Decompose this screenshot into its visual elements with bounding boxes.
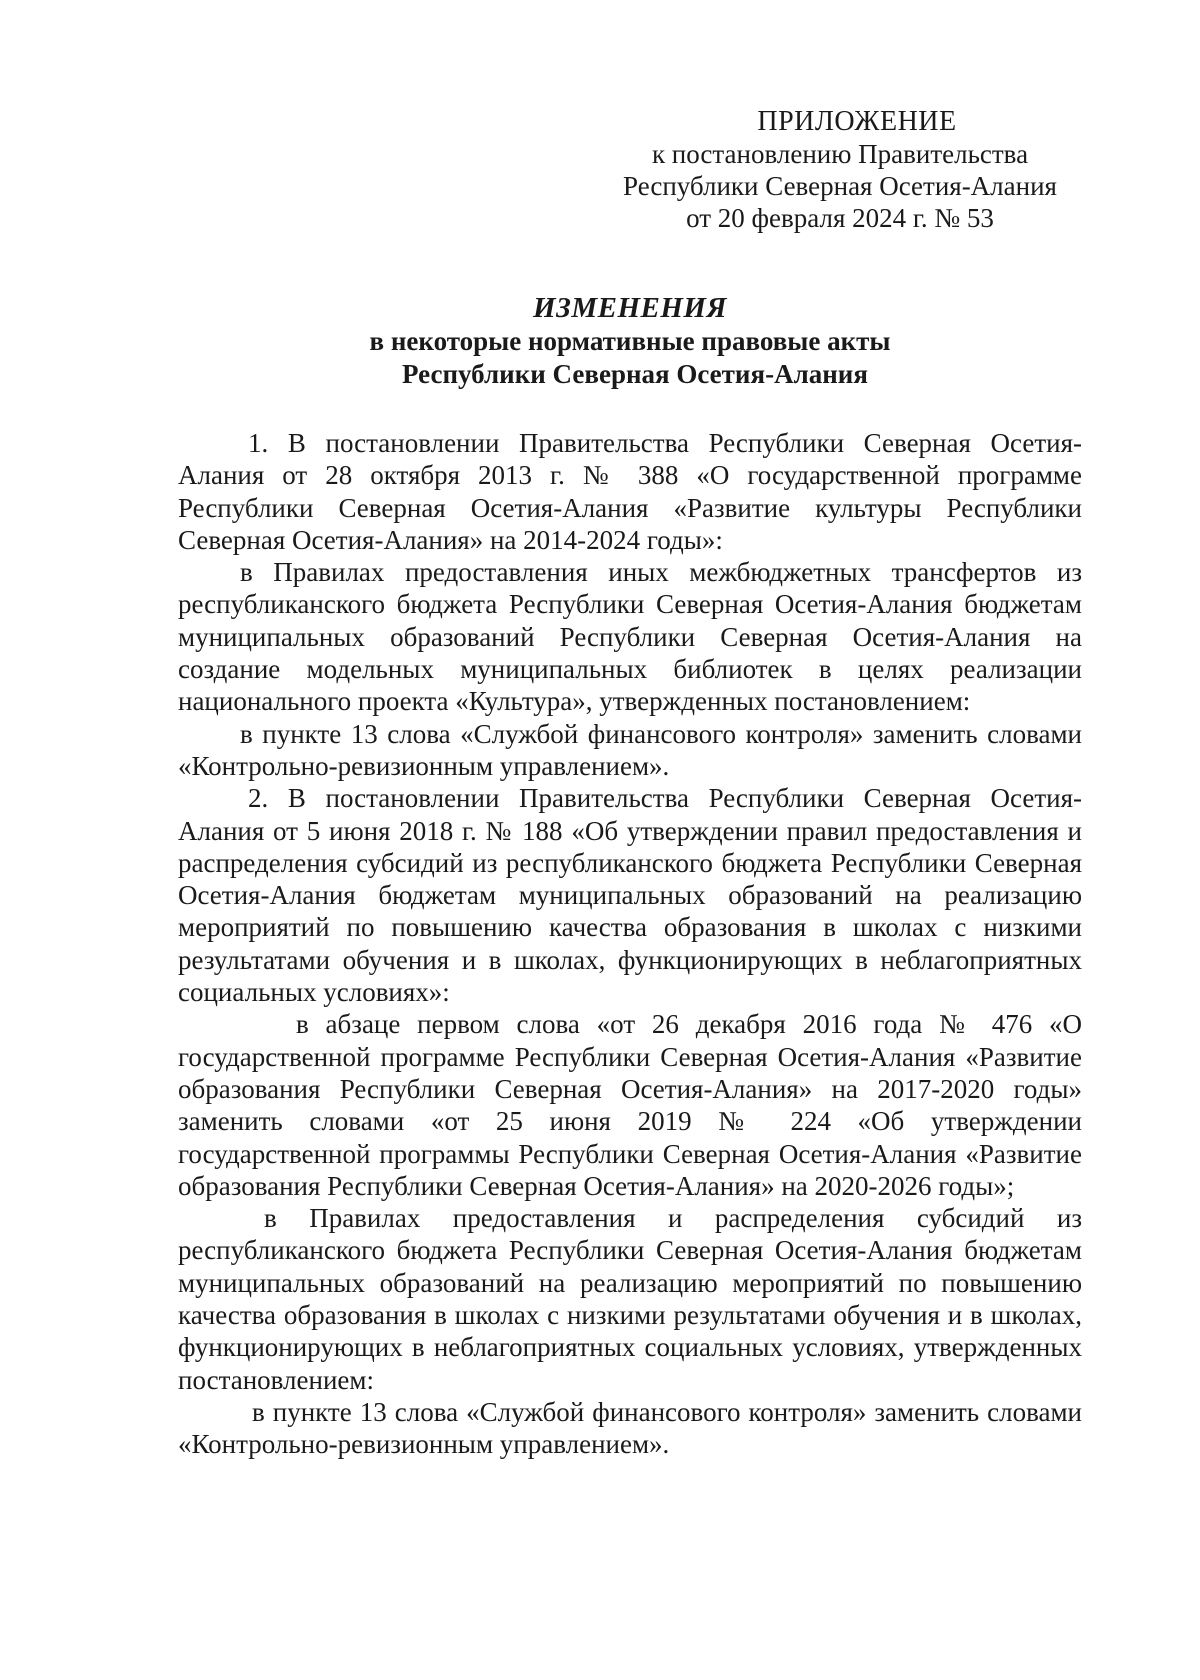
document-subtitle: в некоторые нормативные правовые акты (369, 326, 891, 356)
attachment-line: Республики Северная Осетия-Алания (623, 171, 1057, 201)
document-subtitle: Республики Северная Осетия-Алания (402, 359, 868, 389)
paragraph-replacement: в пункте 13 слова «Службой финансового контроля» заменить словами «Контрольно-ревизионным управлением». (178, 1396, 1082, 1460)
paragraph-replacement: в пункте 13 слова «Службой финансового контроля» заменить словами «Контрольно-ревизионным управлением». (178, 718, 1082, 781)
paragraph-item-1: 1. В постановлении Правительства Республики Северная Осетия-Алания от 28 октября 2013 г. № 388 «О государственной программе Республики Северная Осетия-Алания «Развитие культуры Республики Северная Осетия-Алания» на 2014-2024 годы»: (178, 428, 1082, 555)
paragraph-first-abzats: в абзаце первом слова «от 26 декабря 2016 года № 476 «О государственной программе Республики Северная Осетия-Алания «Развитие образования Республики Северная Осетия-Алания» на 2017-2020 годы» заменить словами «от 25 июня 2019 № 224 «Об утверждении государственной программы Республики Северная Осетия-Алания «Развитие образования Республики Северная Осетия-Алания» на 2020-2026 годы»; (178, 1009, 1082, 1201)
document-body (178, 427, 1082, 1461)
paragraph-rules: в Правилах предоставления и распределения субсидий из республиканского бюджета Республики Северная Осетия-Алания бюджетам муниципальных образований на реализацию мероприятий по повышению качества образования в школах с низкими результатами обучения и в школах, функционирующих в неблагоприятных социальных условиях, утвержденных постановлением: (178, 1203, 1082, 1395)
attachment-title: ПРИЛОЖЕНИЕ (757, 106, 957, 137)
paragraph-item-2: 2. В постановлении Правительства Республики Северная Осетия-Алания от 5 июня 2018 г. № 188 «Об утверждении правил предоставления и распределения субсидий из республиканского бюджета Республики Северная Осетия-Алания бюджетам муниципальных образований на реализацию мероприятий по повышению качества образования в школах с низкими результатами обучения и в школах, функционирующих в неблагоприятных социальных условиях»: (178, 783, 1082, 1008)
attachment-date-line: от 20 февраля 2024 г. № 53 (686, 203, 994, 233)
document-title: ИЗМЕНЕНИЯ (533, 292, 727, 324)
paragraph-rules: в Правилах предоставления иных межбюджетных трансфертов из республиканского бюджета Республики Северная Осетия-Алания бюджетам муниципальных образований Республики Северная Осетия-Алания на создание модельных муниципальных библиотек в целях реализации национального проекта «Культура», утвержденных постановлением: (178, 557, 1082, 717)
attachment-line: к постановлению Правительства (651, 139, 1029, 169)
document-heading (180, 292, 1080, 391)
attachment-block (600, 106, 1080, 234)
